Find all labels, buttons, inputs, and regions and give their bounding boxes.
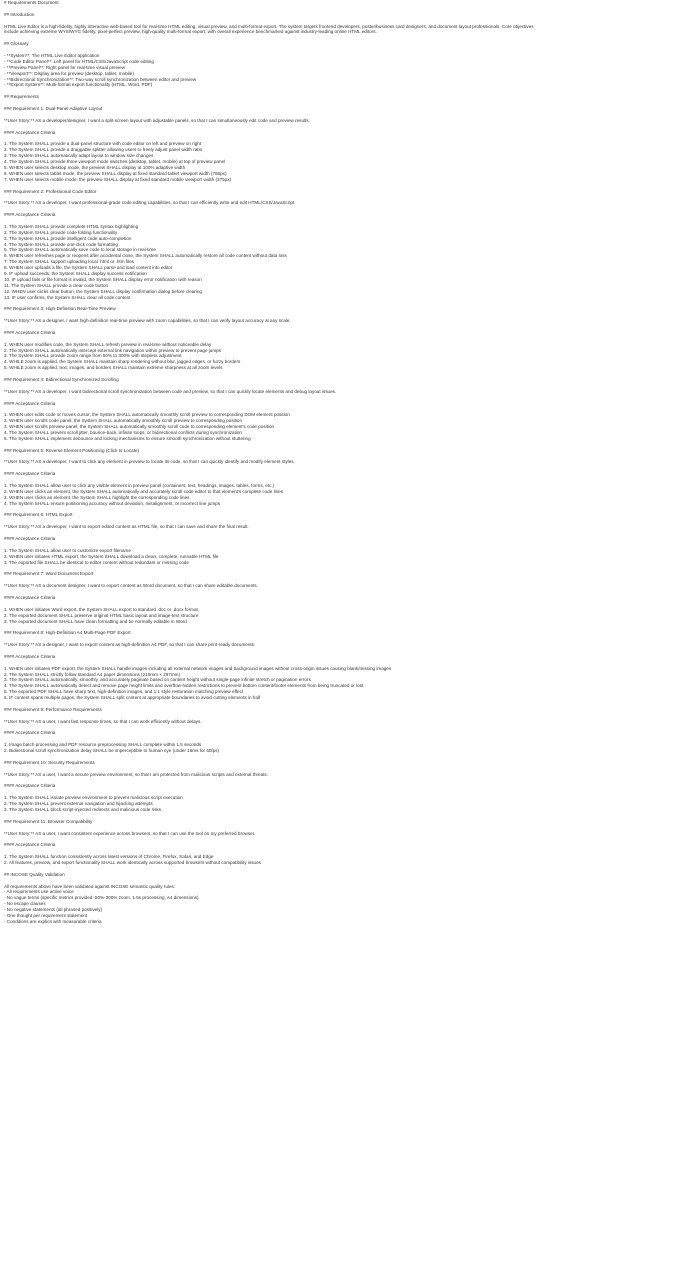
list-item: - No negative statements (all phrased positively)	[4, 907, 103, 913]
criteria-item: 4. The System SHALL prevent scroll jitter, bounce-back, infinite loops, or bidirectional conflicts during synchronization	[4, 430, 242, 436]
criteria-item: 13. IF user confirms, the System SHALL clear all code content	[4, 294, 131, 300]
requirement-heading: ### Requirement 7: Word Document Export	[4, 571, 94, 577]
requirement-heading: ### Requirement 4: Bidirectional Synchronized Scrolling	[4, 377, 119, 382]
list-item: - No vague terms (specific metrics provided: 50%-300% zoom, 1.5s processing, A4 dimensions)	[4, 895, 199, 901]
section-heading: ## Introduction	[4, 11, 35, 17]
criteria-item: 5. WHEN user selects desktop mode, the preview SHALL display at 100% adaptive width	[4, 164, 186, 170]
list-item: - **Viewport**: Display area for preview (desktop, tablet, mobile)	[4, 70, 134, 76]
criteria-item: 5. The System SHALL implement debounce and locking mechanisms to ensure smooth synchronization without stuttering	[4, 435, 251, 441]
requirement-heading: ### Requirement 3: High-Definition Real-Time Preview	[4, 306, 116, 312]
list-item: - **Bidirectional Synchronization**: Two-way scroll synchronization between editor and preview	[4, 76, 197, 82]
criteria-item: 2. The System SHALL strictly follow standard A4 paper dimensions (210mm × 297mm)	[4, 671, 181, 677]
criteria-item: 3. The System SHALL automatically adapt layout to window size changes	[4, 153, 154, 159]
criteria-item: 4. The System SHALL provide three viewport mode switches (desktop, tablet, mobile) at top of preview panel	[4, 159, 226, 165]
criteria-item: 1. WHEN user initiates PDF export, the System SHALL handle images including all external network images and background images without cross-origin issues causing blank/missing images	[4, 665, 392, 671]
criteria-item: 5. The exported PDF SHALL have sharp text, high-definition images, and 1:1 style restoration matching preview effect	[4, 689, 244, 695]
user-story: **User Story:** AS a developer, I want to click any element in preview to locate its code, so that I can quickly identify and modify element styles.	[4, 459, 295, 465]
criteria-item: 7. WHEN user selects mobile mode, the preview SHALL display at fixed standard mobile viewport width (375px)	[4, 176, 232, 182]
criteria-item: 10. IF upload fails or file format is invalid, the System SHALL display error notification with reason	[4, 276, 202, 282]
criteria-item: 4. The System SHALL automatically detect and remove page height limits and overflow-hidden restrictions to prevent bottom content/footer elements from being truncated or lost	[4, 683, 364, 689]
criteria-item: 5. The System SHALL automatically save code to local storage in real-time	[4, 247, 156, 253]
section-heading: ## INCOSE Quality Validation	[4, 871, 65, 877]
criteria-item: 2. The exported document SHALL preserve original HTML basic layout and image-text structure	[4, 612, 199, 618]
criteria-item: 3. The System SHALL provide intelligent code auto-completion	[4, 235, 132, 241]
user-story: **User Story:** AS a developer/designer, I want a split-screen layout with adjustable panels, so that I can simultaneously edit code and preview results.	[4, 117, 310, 123]
user-story: **User Story:** AS a document designer, I want to export content as Word document, so that I can share editable documents.	[4, 583, 258, 589]
list-item: - **Preview Panel**: Right panel for real-time visual preview	[4, 64, 126, 70]
subsection-heading: #### Acceptance Criteria	[4, 329, 56, 335]
criteria-item: 4. WHILE zoom is applied, the System SHALL maintain sharp rendering without blur, jagged edges, or fuzzy borders	[4, 359, 241, 365]
subsection-heading: #### Acceptance Criteria	[4, 212, 56, 218]
user-story: **User Story:** AS a developer, I want bidirectional scroll synchronization between code and preview, so that I can quickly locate elements and debug layout issues.	[4, 388, 337, 394]
criteria-item: 1. The System SHALL allow user to customize export filename	[4, 547, 131, 553]
criteria-item: 3. The System SHALL automatically, smoothly, and accurately paginate based on content height without single-page infinite stretch or pagination errors	[4, 677, 311, 683]
paragraph-line: include achieving extreme WYSIWYG fidelity, pixel-perfect preview, high-quality multi-format export, with overall experience benchmarked against industry-leading online HTML editors.	[4, 29, 377, 35]
criteria-item: 3. The exported document SHALL have clean formatting and be normally editable in Word	[4, 618, 187, 624]
requirement-heading: ### Requirement 6: HTML Export	[4, 512, 73, 518]
list-item: - All requirements use active voice	[4, 889, 74, 895]
criteria-item: 11. The System SHALL provide a clear code button	[4, 282, 109, 288]
criteria-item: 1. Image batch processing and PDF resource preprocessing SHALL complete within 1.5 seconds	[4, 742, 202, 748]
criteria-item: 6. WHEN user selects tablet mode, the preview SHALL display at fixed standard tablet viewport width (768px)	[4, 170, 227, 176]
criteria-item: 1. The System SHALL provide a dual-panel structure with code editor on left and preview on right	[4, 141, 202, 147]
list-item: - **Code Editor Panel**: Left panel for HTML/CSS/JavaScript code editing	[4, 58, 154, 64]
paragraph-line: HTML Live Editor is a high-fidelity, highly interactive web-based tool for real-time HTML editing, visual preview, and multi-format export. The system targets frontend developers, poster/business card designers, and document layout professionals. Core objectives	[4, 23, 534, 29]
section-heading: ## Requirements	[4, 94, 39, 100]
requirement-heading: ### Requirement 10: Security Requirements	[4, 759, 95, 765]
paragraph-line: All requirements above have been validated against INCOSE semantic quality rules:	[4, 883, 176, 889]
criteria-item: 3. WHEN user clicks an element, the System SHALL highlight the corresponding code lines	[4, 494, 190, 500]
criteria-item: 2. WHEN user initiates HTML export, the System SHALL download a clean, complete, runnable HTML file	[4, 553, 219, 559]
criteria-item: 9. IF upload succeeds, the System SHALL display success notification	[4, 270, 147, 276]
criteria-item: 4. The System SHALL ensure positioning accuracy without deviation, misalignment, or incorrect line jumps	[4, 500, 221, 506]
subsection-heading: #### Acceptance Criteria	[4, 400, 56, 406]
subsection-heading: #### Acceptance Criteria	[4, 594, 56, 600]
subsection-heading: #### Acceptance Criteria	[4, 653, 56, 659]
subsection-heading: #### Acceptance Criteria	[4, 730, 56, 736]
criteria-item: 3. The System SHALL block script-injected redirects and malicious code risks	[4, 807, 162, 813]
requirements-document	[4, 0, 676, 925]
subsection-heading: #### Acceptance Criteria	[4, 471, 56, 477]
list-item: - Conditions are explicit with measurable criteria	[4, 918, 102, 924]
requirement-heading: ### Requirement 5: Reverse Element Positioning (Click to Locate)	[4, 447, 140, 453]
requirement-heading: ### Requirement 11: Browser Compatibility	[4, 818, 93, 824]
subsection-heading: #### Acceptance Criteria	[4, 783, 56, 789]
subsection-heading: #### Acceptance Criteria	[4, 536, 56, 542]
criteria-item: 6. WHEN user refreshes page or reopens after accidental close, the System SHALL automatically restore all code content without data loss	[4, 253, 287, 259]
criteria-item: 2. WHEN user scrolls code panel, the System SHALL automatically smoothly scroll preview to corresponding position	[4, 418, 243, 424]
criteria-item: 1. The System SHALL function consistently across latest versions of Chrome, Firefox, Safari, and Edge	[4, 854, 214, 860]
user-story: **User Story:** AS a developer, I want professional-grade code editing capabilities, so that I can efficiently write and edit HTML/CSS/JavaScript.	[4, 200, 296, 206]
requirement-heading: ### Requirement 1: Dual-Panel Adaptive Layout	[4, 106, 103, 112]
subsection-heading: #### Acceptance Criteria	[4, 842, 56, 848]
user-story: **User Story:** AS a designer, I want high-definition real-time preview with zoom capabilities, so that I can verify layout accuracy at any scale.	[4, 318, 291, 324]
criteria-item: 7. The System SHALL support uploading local .html or .htm files	[4, 259, 134, 265]
criteria-item: 8. WHEN user uploads a file, the System SHALL parse and load content into editor	[4, 265, 173, 271]
list-item: - **System**: The HTML Live Editor application	[4, 53, 100, 59]
criteria-item: 1. The System SHALL allow user to click any visible element in preview panel (containers, text, headings, images, tables, forms, etc.)	[4, 483, 275, 489]
criteria-item: 2. Bidirectional scroll synchronization delay SHALL be imperceptible to human eye (under 16ms for 60fps)	[4, 748, 220, 754]
criteria-item: 6. IF content spans multiple pages, the System SHALL split content at appropriate boundaries to avoid cutting elements in half	[4, 695, 261, 701]
criteria-item: 1. WHEN user modifies code, the System SHALL refresh preview in real-time without noticeable delay	[4, 341, 212, 347]
criteria-item: 2. WHEN user clicks an element, the System SHALL automatically and accurately scroll code editor to that element's complete code lines	[4, 488, 284, 494]
requirement-heading: ### Requirement 8: High-Definition A4 Multi-Page PDF Export	[4, 630, 131, 636]
criteria-item: 2. The System SHALL prevent external navigation and hijacking attempts	[4, 801, 153, 807]
criteria-item: 3. The exported file SHALL be identical to editor content without redundant or missing code	[4, 559, 189, 565]
criteria-item: 12. WHEN user clicks clear button, the System SHALL display confirmation dialog before clearing	[4, 288, 202, 294]
criteria-item: 1. The System SHALL isolate preview environment to prevent malicious script execution	[4, 795, 183, 801]
list-item: - **Export System**: Multi-format export functionality (HTML, Word, PDF)	[4, 82, 153, 88]
document-title: # Requirements Document	[4, 0, 59, 5]
criteria-item: 2. The System SHALL provide code folding functionality	[4, 229, 118, 235]
section-heading: ## Glossary	[4, 41, 29, 47]
criteria-item: 1. WHEN user initiates Word export, the System SHALL export to standard .doc or .docx format	[4, 606, 198, 612]
criteria-item: 4. The System SHALL provide one-click code formatting	[4, 241, 118, 247]
criteria-item: 2. All features, preview, and export functionality SHALL work identically across supported browsers without compatibility issues	[4, 860, 261, 866]
user-story: **User Story:** AS a user, I want fast response times, so that I can work efficiently without delays.	[4, 718, 202, 724]
list-item: - One thought per requirement statement	[4, 913, 88, 919]
criteria-item: 3. WHEN user scrolls preview panel, the System SHALL automatically smoothly scroll code to corresponding element's code position	[4, 424, 275, 430]
user-story: **User Story:** AS a user, I want consistent experience across browsers, so that I can use the tool on my preferred browser.	[4, 830, 256, 836]
user-story: **User Story:** AS a developer, I want to export edited content as HTML file, so that I can save and share the final result.	[4, 524, 249, 530]
requirement-heading: ### Requirement 9: Performance Requirements	[4, 706, 102, 712]
user-story: **User Story:** AS a designer, I want to export content as high-definition A4 PDF, so that I can share print-ready documents.	[4, 642, 256, 648]
subsection-heading: #### Acceptance Criteria	[4, 129, 56, 135]
criteria-item: 3. The System SHALL provide zoom range from 50% to 300% with stepless adjustment	[4, 353, 182, 359]
list-item: - No escape clauses	[4, 901, 46, 907]
criteria-item: 2. The System SHALL provide a draggable splitter allowing users to freely adjust panel width ratio	[4, 147, 203, 153]
criteria-item: 1. WHEN user edits code or moves cursor, the System SHALL automatically smoothly scroll preview to corresponding DOM element position	[4, 412, 290, 418]
criteria-item: 2. The System SHALL automatically intercept external link navigation within preview to prevent page jumps	[4, 347, 222, 353]
user-story: **User Story:** AS a user, I want a secure preview environment, so that I am protected from malicious scripts and external threats.	[4, 771, 269, 777]
criteria-item: 5. WHILE zoom is applied, text, images, and borders SHALL maintain extreme sharpness at all zoom levels	[4, 365, 223, 371]
requirement-heading: ### Requirement 2: Professional Code Editor	[4, 188, 97, 194]
criteria-item: 1. The System SHALL provide complete HTML syntax highlighting	[4, 223, 139, 229]
